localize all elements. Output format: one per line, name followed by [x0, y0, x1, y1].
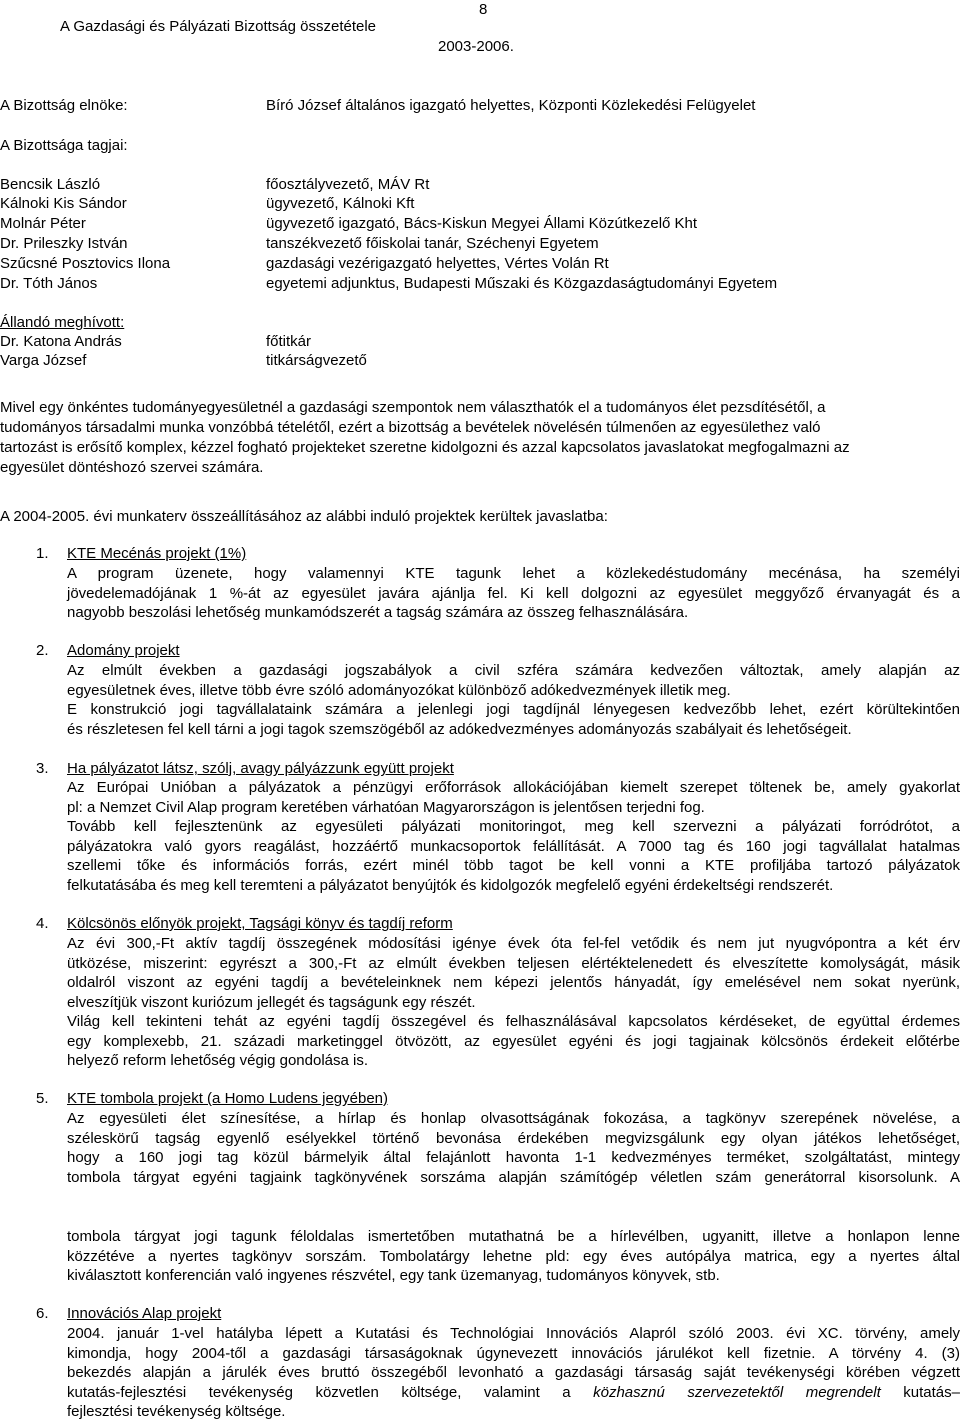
member-role: gazdasági vezérigazgató helyettes, Vértes Volán Rt: [266, 255, 609, 272]
italic-phrase: közhasznú szervezetektől megrendelt: [593, 1383, 881, 1401]
project-number: 1.: [36, 545, 49, 562]
intro-lead: A 2004-2005. évi munkaterv összeállításához az alábbi induló projektek kerültek javaslatba:: [0, 508, 608, 525]
text-line: széleskörű tagság egyenlő esélyekkel történő bevonása érdekében megvizsgálunk egy olyan játékos lehetőséget,: [67, 1129, 960, 1147]
text-line: felkutatásába és meg kell teremteni a pályázatot benyújtók és kidolgozók megfelelő egyéni érdekeltségi rendszerét.: [67, 876, 834, 894]
project-title: Innovációs Alap projekt: [67, 1305, 222, 1322]
invited-role: főtitkár: [266, 333, 312, 350]
chair-value: Bíró József általános igazgató helyettes, Központi Közlekedési Felügyelet: [266, 97, 756, 114]
text-line: E konstrukció jogi tagvállalataink számára a jelenlegi jogi tagdíjnál lényegesen kedvezőbb lehet, ezért körültekintően: [67, 701, 960, 718]
text-line: Az egyesületi élet színesítése, a hírlap és honlap olvasottságának fokozása, a tagkönyv szerepének növelése, a: [67, 1110, 960, 1127]
text-line: Tovább kell fejlesztenünk az egyesületi pályázati monitoringot, meg kell szervezni a pályázati forródrótot, a: [67, 818, 960, 835]
project-title: KTE Mecénás projekt (1%): [67, 545, 247, 562]
text-line: 2004. január 1-vel hatályba lépett a Kutatási és Technológiai Innovációs Alapról szóló 2003. évi XC. törvény, amely: [67, 1325, 960, 1342]
text-fragment: kutatás–: [903, 1383, 960, 1401]
project-number: 3.: [36, 760, 49, 777]
text-line: pályázatokra való gyors reagálást, hozzáértő munkacsoportok felállítását. A 7000 tag és 160 jogi tagvállalat hatalmas: [67, 837, 960, 855]
page-number: 8: [479, 1, 488, 18]
text-line: Az évi 300,-Ft aktív tagdíj összegének módosítási igénye évek óta fel-fel vetődik és nem jut nyugvópontra a két érv: [67, 935, 960, 952]
chair-label: A Bizottság elnöke:: [0, 97, 128, 114]
member-name: Bencsik László: [0, 176, 101, 193]
member-role: főosztályvezető, MÁV Rt: [266, 176, 430, 193]
project-body: [67, 564, 960, 623]
text-line: Világ kell tekinteni tehát az egyéni tagdíj összegével és felhasználásával kapcsolatos kérdéseket, de együttal érdemes: [67, 1013, 960, 1030]
text-line: elveszítjük viszont kuriózum jellegét és tagságunk egy részét.: [67, 993, 476, 1011]
text-line: oldalról viszont az egyéni tagdíj a bevételeinknek nem képezi jelentős hányadát, így emelésével nem sokat nyerünk,: [67, 974, 960, 991]
member-name: Szűcsné Posztovics Ilona: [0, 255, 171, 272]
project-title: Adomány projekt: [67, 642, 180, 659]
project-body: [67, 1109, 960, 1187]
project-number: 2.: [36, 642, 49, 659]
text-line: közzétéve a nyertes tagkönyv sorszám. Tombolatárgy lehetne pld: egy éves autópálya matrica, egy a nyertes által: [67, 1247, 960, 1265]
project-title: Kölcsönös előnyök projekt, Tagsági könyv és tagdíj reform: [67, 915, 453, 932]
text-line: Mivel egy önkéntes tudományegyesületnél a gazdasági szempontok nem választhatók el a tudományos élet pezsdítésétől, a: [0, 399, 826, 416]
member-name: Dr. Tóth János: [0, 275, 98, 292]
project-body: [67, 661, 960, 739]
member-name: Kálnoki Kis Sándor: [0, 195, 127, 212]
text-line: ütközése, miszerint: egyrészt a 300,-Ft az elmúlt években teljesen elértéktelenedett és elveszítette komolyságát, másik: [67, 954, 960, 972]
text-line: helyező reform lehetőség végig gondolása is.: [67, 1052, 369, 1069]
text-line: tartozást is erősítő komplex, kézzel fogható projekteket szeretne kidolgozni és azzal kapcsolatos javaslatokat megfogalmazni az: [0, 439, 850, 456]
project-body: [67, 778, 960, 895]
text-line: egyesület döntéshozó szervei számára.: [0, 459, 264, 476]
intro-paragraph: [0, 398, 960, 478]
text-line: tudományos társadalmi munka vonzóbbá tételétől, ezért a bizottság a bevételek növelésén túlmenően az egyesülethez való: [0, 419, 821, 436]
text-fragment: kutatás-fejlesztési tevékenység közvetlen költsége, valamint a: [67, 1383, 571, 1401]
text-line: A program üzenete, hogy valamennyi KTE tagunk lehet a közlekedéstudomány mecénása, ha személyi: [67, 565, 960, 582]
text-line: egyesületnek éves, illetve több évre szóló adományozókat különböző adókedvezmények illetik meg.: [67, 681, 731, 699]
text-line: fejlesztési tevékenység költsége.: [67, 1403, 286, 1420]
invited-name: Dr. Katona András: [0, 333, 122, 350]
text-line: nagyobb beszolási lehetőség munkamódszerét a tagság számára az összeg felhasználására.: [67, 604, 689, 621]
text-line: Az Európai Unióban a pályázatok a pénzügyi erőforrások allokációjában kiemelt szerepet töltenek be, amely gyakorlat: [67, 779, 960, 796]
text-line: pl: a Nemzet Civil Alap program keretében várhatóan Magyarországon is jelentősen terjedni fog.: [67, 798, 705, 816]
text-line: kimondja, hogy 2004-től a gazdasági társaságoknak úgynevezett innovációs járulékot kell fizetnie. A törvény 4. (3): [67, 1344, 960, 1362]
project-body: [67, 1324, 960, 1422]
project-number: 6.: [36, 1305, 49, 1322]
project-title: KTE tombola projekt (a Homo Ludens jegyében): [67, 1090, 389, 1107]
project-body-continuation: [67, 1227, 960, 1286]
text-line: és részletesen fel kell tárni a jogi tagok szemszögéből az adókedvezményes adományozás szabályait és lehetőségeit.: [67, 720, 852, 738]
member-role: ügyvezető, Kálnoki Kft: [266, 195, 415, 212]
text-line: kiválasztott konferencián való ingyenes részvétel, egy tank üzemanyag, tudományos könyvek, stb.: [67, 1267, 720, 1284]
header-years: 2003-2006.: [438, 38, 514, 55]
members-label: A Bizottsága tagjai:: [0, 137, 128, 154]
text-line: egy komplexebb, 21. századi marketinggel ötvözött, az egyesület egyéni és jogi tagjainak kölcsönös érdekeit előtérbe: [67, 1032, 960, 1050]
text-line: tombola tárgyat egyéni tagjaink tagkönyvének sorszáma alapján számítógép véletlen szám generátorral kisorsolunk. A: [67, 1168, 960, 1186]
member-role: ügyvezető igazgató, Bács-Kiskun Megyei Állami Közútkezelő Kht: [266, 215, 698, 232]
member-name: Molnár Péter: [0, 215, 86, 232]
text-line: tombola tárgyat jogi tagunk féloldalas ismertetőben mutathatná be a hírlevélben, ugyanitt, illetve a honlapon lenne: [67, 1228, 960, 1245]
text-line-mixed: [67, 1383, 960, 1403]
text-line: bekezdés alapján a járulék éves bruttó összegéből levonható a gazdasági társaság saját tevékenységi körében végzett: [67, 1364, 960, 1381]
member-role: egyetemi adjunktus, Budapesti Műszaki és Közgazdaságtudományi Egyetem: [266, 275, 778, 292]
member-name: Dr. Prileszky István: [0, 235, 128, 252]
invited-label: Állandó meghívott:: [0, 314, 125, 331]
project-body: [67, 934, 960, 1071]
text-line: Az elmúlt években a gazdasági jogszabályok a civil szféra számára kedvezően változtak, amely alapján az: [67, 662, 960, 679]
document-header-title: A Gazdasági és Pályázati Bizottság összetétele: [60, 18, 377, 35]
text-line: szellemi tőke és információs forrás, ezért minél több tagot be kell vonni a KTE profiljába tartozó pályázatok: [67, 857, 960, 874]
text-line: hogy a 160 jogi tag közül bármelyik által felajánlott havonta 1-1 kedvezményes terméket, szolgáltatást, mintegy: [67, 1149, 960, 1166]
member-role: tanszékvezető főiskolai tanár, Széchenyi Egyetem: [266, 235, 599, 252]
invited-role: titkárságvezető: [266, 352, 367, 369]
text-line: jövedelemadójának 1 %-át az egyesület javára ajánlja fel. Ki kell dolgozni az egyesület meggyőző érvanyagát és a: [67, 584, 960, 602]
project-number: 4.: [36, 915, 49, 932]
project-number: 5.: [36, 1090, 49, 1107]
invited-name: Varga József: [0, 352, 87, 369]
project-title: Ha pályázatot látsz, szólj, avagy pályázzunk együtt projekt: [67, 760, 454, 777]
